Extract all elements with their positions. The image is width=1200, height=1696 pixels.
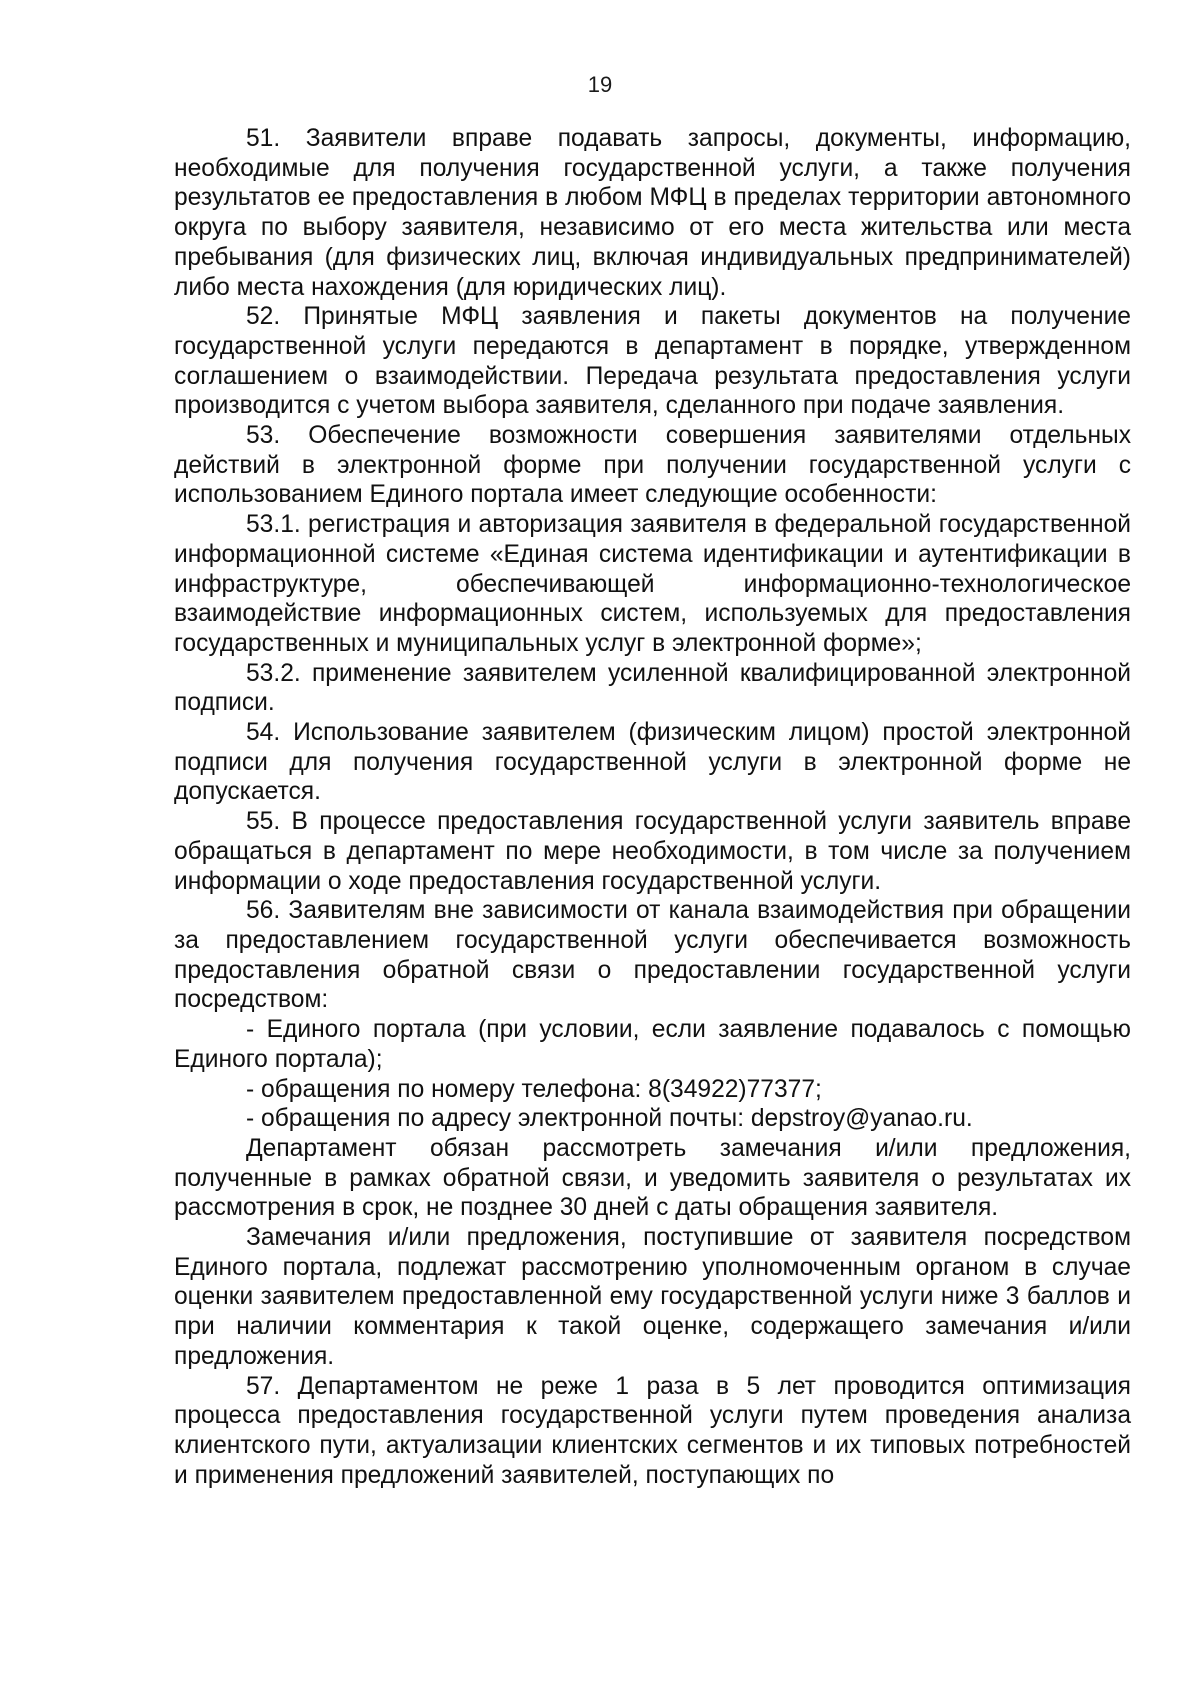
paragraph-department-duty: Департамент обязан рассмотреть замечания и/или предложения, полученные в рамках обратной связи, и уведомить заявителя о результатах их рассмотрения в срок, не позднее 30 дней с даты обращения заявителя. — [174, 1134, 1131, 1222]
page-number: 19 — [587, 72, 613, 97]
paragraph-53-1: 53.1. регистрация и авторизация заявителя в федеральной государственной информационной системе «Единая система идентификации и аутентификации в инфраструктуре, обеспечивающей информационно-технологическое взаимодействие информационных систем, используемых для предоставления государственных и муниципальных услуг в электронной форме»; — [174, 511, 1131, 657]
paragraph-remarks: Замечания и/или предложения, поступившие от заявителя посредством Единого портала, подлежат рассмотрению уполномоченным органом в случае оценки заявителем предоставленной ему государственной услуги ниже 3 баллов и при наличии комментария к такой оценке, содержащего замечания и/или предложения. — [174, 1224, 1131, 1370]
list-item-phone: - обращения по номеру телефона: 8(34922)77377; — [246, 1075, 822, 1103]
document-body — [174, 124, 1131, 1490]
list-item-portal: - Единого портала (при условии, если заявление подавалось с помощью Единого портала); — [174, 1016, 1131, 1073]
paragraph-54: 54. Использование заявителем (физическим лицом) простой электронной подписи для получения государственной услуги в электронной форме не допускается. — [174, 719, 1131, 806]
paragraph-55: 55. В процессе предоставления государственной услуги заявитель вправе обращаться в департамент по мере необходимости, в том числе за получением информации о ходе предоставления государственной услуги. — [174, 808, 1131, 895]
paragraph-53-2: 53.2. применение заявителем усиленной квалифицированной электронной подписи. — [174, 659, 1131, 717]
paragraph-57: 57. Департаментом не реже 1 раза в 5 лет проводится оптимизация процесса предоставления государственной услуги путем проведения анализа клиентского пути, актуализации клиентских сегментов и их типовых потребностей и применения предложений заявителей, поступающих по — [174, 1372, 1131, 1489]
list-item-email: - обращения по адресу электронной почты: depstroy@yanao.ru. — [246, 1105, 973, 1133]
paragraph-51: 51. Заявители вправе подавать запросы, документы, информацию, необходимые для получения государственной услуги, а также получения результатов ее предоставления в любом МФЦ в пределах территории автономного округа по выбору заявителя, независимо от его места жительства или места пребывания (для физических лиц, включая индивидуальных предпринимателей) либо места нахождения (для юридических лиц). — [174, 125, 1131, 301]
paragraph-56: 56. Заявителям вне зависимости от канала взаимодействия при обращении за предоставлением государственной услуги обеспечивается возможность предоставления обратной связи о предоставлении государственной услуги посредством: — [174, 897, 1131, 1014]
paragraph-53: 53. Обеспечение возможности совершения заявителями отдельных действий в электронной форме при получении государственной услуги с использованием Единого портала имеет следующие особенности: — [174, 422, 1131, 509]
paragraph-52: 52. Принятые МФЦ заявления и пакеты документов на получение государственной услуги передаются в департамент в порядке, утвержденном соглашением о взаимодействии. Передача результата предоставления услуги производится с учетом выбора заявителя, сделанного при подаче заявления. — [174, 303, 1131, 420]
